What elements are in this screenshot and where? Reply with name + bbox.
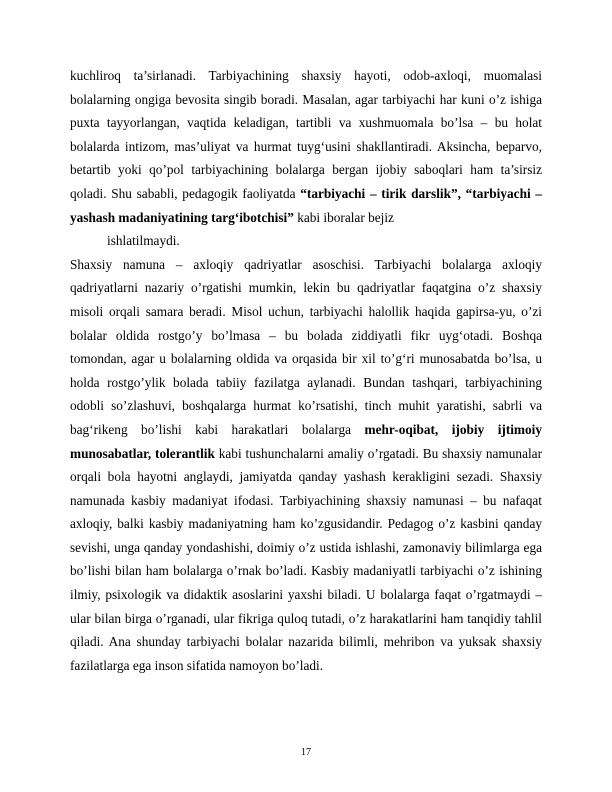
paragraph-1 — [70, 64, 542, 229]
paragraph-1-continuation: ishlatilmaydi. — [107, 233, 180, 249]
paragraph-2 — [70, 253, 542, 678]
document-page — [70, 64, 542, 677]
paragraph-1-bold-phrases: “tarbiyachi – tirik darslik”, “tarbiyachi – yashash madaniyatining targ‘ibotchisi” — [70, 185, 542, 225]
paragraph-2-text-b: kabi tushunchalarni amaliy o’rgatadi. Bu shaxsiy namunalar orqali bola hayotni anglaydi, jamiyatda qanday yashash kerakligini sezadi. Shaxsiy namunada kasbiy madaniyat ifodasi. Tarbiyachining shaxsiy namunasi – bu nafaqat axloqiy, balki kasbiy madaniyatning ham ko’zgusidandir. Pedagog o’z kasbini qanday sevishi, unga qanday yondashishi, doimiy o’z ustida ishlashi, zamonaviy bilimlarga ega bo’lishi bilan ham bolalarga o’rnak bo’ladi. Kasbiy madaniyatli tarbiyachi o’z ishining ilmiy, psixologik va didaktik asoslarini yaxshi biladi. U bolalarga faqat o’rgatmaydi – ular bilan birga o’rganadi, ular fikriga quloq tutadi, o’z harakatlarini ham tanqidiy tahlil qiladi. Ana shunday tarbiyachi bolalar nazarida bilimli, mehribon va yuksak shaxsiy fazilatlarga ega inson sifatida namoyon bo’ladi. — [70, 445, 542, 673]
paragraph-1-text-a: kuchliroq ta’sirlanadi. Tarbiyachining shaxsiy hayoti, odob-axloqi, muomalasi bolalarning ongiga bevosita singib boradi. Masalan, agar tarbiyachi har kuni o’z ishiga puxta tayyorlangan, vaqtida keladigan, tartibli va xushmuomala bo’lsa – bu holat bolalarda intizom, mas’uliyat va hurmat tuyg‘usini shakllantiradi. Aksincha, beparvo, betartib yoki qo’pol tarbiyachining bolalarga bergan ijobiy saboqlari ham ta’sirsiz qoladi. Shu sababli, pedagogik faoliyatda — [70, 68, 542, 201]
page-number: 17 — [301, 747, 311, 758]
paragraph-2-bold-phrases: mehr-oqibat, ijobiy ijtimoiy munosabatlar, tolerantlik — [70, 421, 543, 461]
paragraph-1-text-b: kabi iboralar bejiz — [293, 209, 394, 225]
paragraph-2-text-a: Shaxsiy namuna – axloqiy qadriyatlar asoschisi. Tarbiyachi bolalarga axloqiy qadriyatlarni nazariy o’rgatishi mumkin, lekin bu qadriyatlar faqatgina o’z shaxsiy misoli orqali samara beradi. Misol uchun, tarbiyachi halollik haqida gapirsa-yu, o’zi bolalar oldida rostgo’y bo’lmasa – bu bolada ziddiyatli fikr uyg‘otadi. Boshqa tomondan, agar u bolalarning oldida va orqasida bir xil to’g‘ri munosabatda bo’lsa, u holda rostgo’ylik bolada tabiiy fazilatga aylanadi. Bundan tashqari, tarbiyachining odobli so’zlashuvi, boshqalarga hurmat ko’rsatishi, tinch muhit yaratishi, sabrli va bag‘rikeng bo’lishi kabi harakatlari bolalarga — [70, 256, 542, 437]
